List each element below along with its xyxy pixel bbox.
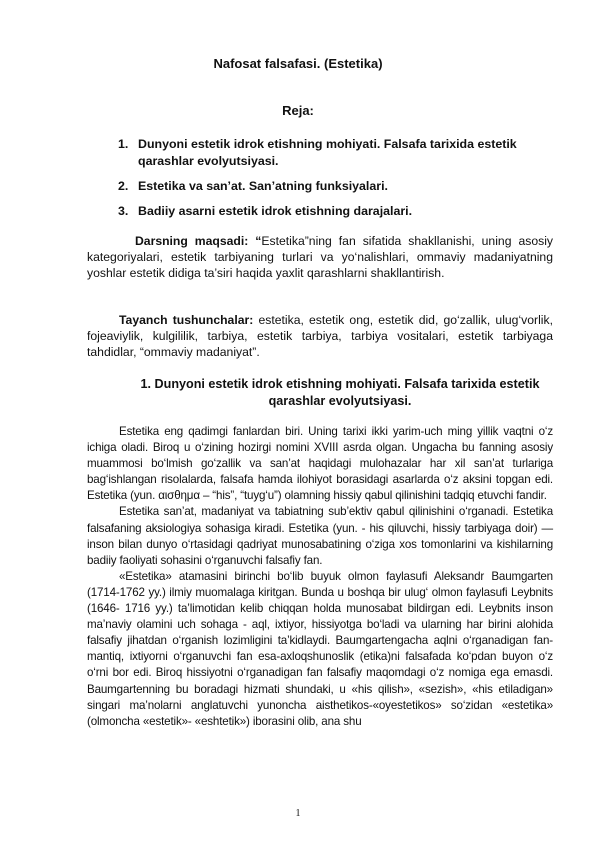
keywords-text: estetika, estetik ong, estetik did, go‘zallik, ulug‘vorlik, fojeaviylik, kulgililik, tarbiya, estetik tarbiya, tarbiya vositalari, estetik tarbiyaga tahdidlar, “ommaviy madaniyat”. [87,313,553,359]
plan-item-number: 3. [118,204,129,218]
body-paragraph: Estetika eng qadimgi fanlardan biri. Uning tarixi ikki yarim-uch ming yillik vaqtni o‘z ichiga oladi. Biroq u o‘zining hozirgi nomini XVIII asrda olgan. Ungacha bu fanning asosiy muammosi bo‘lmish go‘zallik va san’at haqidagi mulohazalar har xil san’at turlariga bag‘ishlangan risolalarda, falsafa hamda ilohiyot borasidagi asarlarda o‘z aksini topgan edi. Estetika (yun. αισθημα – “his”, “tuyg‘u”) olamning hissiy qabul qilinishini tadqiq etuvchi fandir. [87,425,553,503]
section-heading: 1. Dunyoni estetik idrok etishning mohiyati. Falsafa tarixida estetik qarashlar evolyutsiyasi. [140,377,540,408]
plan-item-text: Badiiy asarni estetik idrok etishning darajalari. [138,204,413,218]
lesson-aim-text: Estetika”ning fan sifatida shakllanishi, uning asosiy kategoriyalari, estetik tarbiyaning turlari va yo‘nalishlari, ommaviy madaniyatning yoshlar estetik didiga ta’siri haqida yaxlit qarashlarni shakllantirish. [87,234,553,280]
plan-list [118,136,518,228]
body-paragraph: «Estetika» atamasini birinchi bo‘lib buyuk olmon faylasufi Aleksandr Baumgarten (1714-1762 yy.) ilmiy muomalaga kiritgan. Bunda u boshqa bir ulug‘ olmon faylasufi Leybnits (1646- 1716 yy.) ta’limotidan kelib chiqqan holda munosabat bildirgan edi. Leybnits inson ma’naviy olamini uch sohaga - aql, ixtiyor, hissiyotga bo‘ladi va ularning har birini alohida falsafiy jihatdan o‘rganish lozimligini ta’kidlaydi. Baumgartengacha aqlni o‘rganadigan fan-mantiq, ixtiyorni o‘rganuvchi fan esa-axloqshunoslik (etika)ni falsafada ko‘pdan buyon o‘z o‘rni bor edi. Biroq hissiyotni o‘rganadigan fan falsafiy maqomdagi o‘z nomiga ega emasdi. Baumgartenning bu boradagi hizmati shundaki, u «his qilish», «sezish», «his etiladigan» singari ma’nolarni anglatuvchi yunoncha aisthetikos-«oyestetikos» so‘zidan «estetika» (olmoncha «estetik»- «eshtetik») iborasini olib, ana shu [87,569,553,728]
lesson-aim-label: Darsning maqsadi: “ [135,234,262,248]
plan-item [118,203,518,220]
plan-item [118,136,518,170]
plan-item-number: 1. [118,137,129,151]
plan-item [118,178,518,195]
body-paragraph: Estetika san’at, madaniyat va tabiatning sub’ektiv qabul qilinishini o‘rganadi. Estetika falsafaning aksiologiya sohasiga kiradi. Estetika (yun. - his qiluvchi, hissiy tarbiyaga doir) — inson bilan dunyo o‘rtasidagi qadriyat munosabatining o‘ziga xos tomonlarini va kishilarning badiiy faoliyati sohasini o‘rganuvchi falsafiy fan. [87,505,553,567]
lesson-aim-paragraph [87,233,553,281]
page-number: 1 [295,808,301,819]
body-text [87,424,553,730]
plan-heading: Reja: [282,103,314,118]
plan-item-text: Dunyoni estetik idrok etishning mohiyati. Falsafa tarixida estetik qarashlar evolyutsiyasi. [138,137,517,168]
keywords-label: Tayanch tushunchalar: [119,313,254,327]
plan-item-number: 2. [118,179,129,193]
document-title: Nafosat falsafasi. (Estetika) [213,56,383,71]
plan-item-text: Estetika va san’at. San’atning funksiyalari. [138,179,388,193]
keywords-paragraph [87,312,553,360]
